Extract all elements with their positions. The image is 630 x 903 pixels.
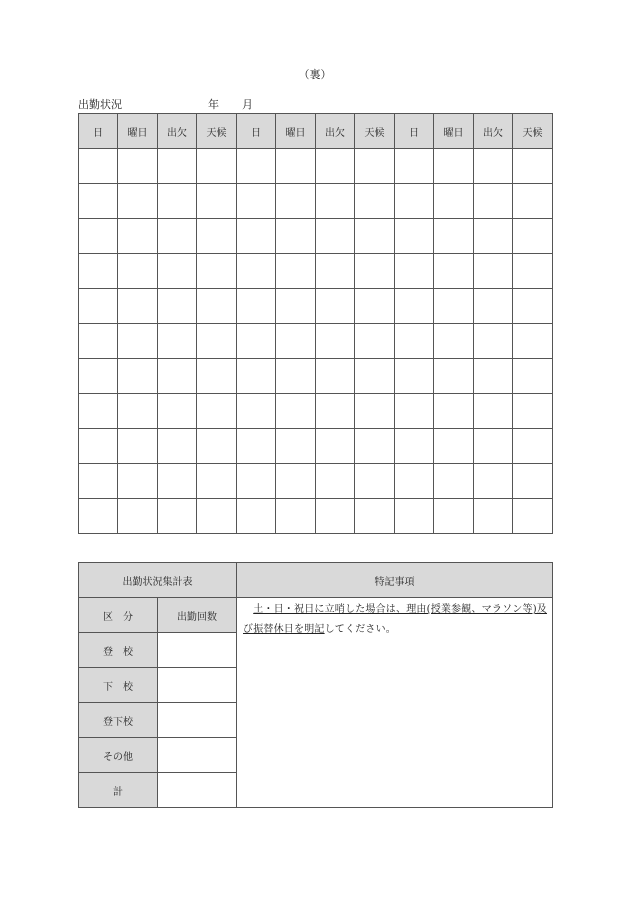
grid-cell[interactable] <box>316 149 355 184</box>
grid-cell[interactable] <box>316 184 355 219</box>
grid-cell[interactable] <box>197 324 237 359</box>
grid-cell[interactable] <box>355 184 395 219</box>
grid-cell[interactable] <box>197 499 237 534</box>
grid-cell[interactable] <box>118 149 158 184</box>
grid-cell[interactable] <box>434 184 474 219</box>
grid-cell[interactable] <box>513 219 553 254</box>
grid-cell[interactable] <box>513 499 553 534</box>
grid-cell[interactable] <box>237 149 276 184</box>
grid-row <box>79 359 553 394</box>
grid-row <box>79 219 553 254</box>
grid-cell[interactable] <box>79 394 118 429</box>
grid-row <box>79 429 553 464</box>
grid-cell[interactable] <box>79 254 118 289</box>
grid-cell[interactable] <box>355 464 395 499</box>
grid-cell[interactable] <box>355 149 395 184</box>
grid-row <box>79 324 553 359</box>
summary-col-category: 区 分 <box>79 598 158 633</box>
notes-text <box>243 600 548 640</box>
grid-header-cell: 天候 <box>197 114 237 149</box>
grid-cell[interactable] <box>434 464 474 499</box>
notes-title: 特記事項 <box>237 563 553 598</box>
grid-header-cell: 曜日 <box>276 114 316 149</box>
summary-count-cell[interactable] <box>158 633 237 668</box>
grid-cell[interactable] <box>395 394 434 429</box>
grid-cell[interactable] <box>395 184 434 219</box>
grid-cell[interactable] <box>434 254 474 289</box>
grid-cell[interactable] <box>276 149 316 184</box>
grid-cell[interactable] <box>197 149 237 184</box>
grid-cell[interactable] <box>197 429 237 464</box>
grid-cell[interactable] <box>79 429 118 464</box>
grid-cell[interactable] <box>158 184 197 219</box>
grid-cell[interactable] <box>79 289 118 324</box>
grid-cell[interactable] <box>158 149 197 184</box>
summary-count-cell[interactable] <box>158 773 237 808</box>
grid-cell[interactable] <box>395 429 434 464</box>
attendance-grid <box>78 113 553 534</box>
grid-cell[interactable] <box>79 359 118 394</box>
grid-cell[interactable] <box>118 429 158 464</box>
grid-cell[interactable] <box>474 254 513 289</box>
grid-row <box>79 464 553 499</box>
grid-header-cell: 出欠 <box>474 114 513 149</box>
grid-cell[interactable] <box>79 464 118 499</box>
grid-header-cell: 天候 <box>355 114 395 149</box>
grid-cell[interactable] <box>197 254 237 289</box>
grid-cell[interactable] <box>355 254 395 289</box>
grid-cell[interactable] <box>474 184 513 219</box>
notes-cell[interactable] <box>237 598 553 808</box>
grid-cell[interactable] <box>79 219 118 254</box>
grid-cell[interactable] <box>474 429 513 464</box>
grid-cell[interactable] <box>434 324 474 359</box>
grid-cell[interactable] <box>395 219 434 254</box>
grid-cell[interactable] <box>79 184 118 219</box>
grid-cell[interactable] <box>276 464 316 499</box>
grid-cell[interactable] <box>316 499 355 534</box>
grid-cell[interactable] <box>237 184 276 219</box>
grid-cell[interactable] <box>474 499 513 534</box>
grid-cell[interactable] <box>79 324 118 359</box>
grid-cell[interactable] <box>197 219 237 254</box>
summary-count-cell[interactable] <box>158 703 237 738</box>
grid-header-cell: 日 <box>237 114 276 149</box>
grid-cell[interactable] <box>118 394 158 429</box>
grid-cell[interactable] <box>316 219 355 254</box>
grid-row <box>79 184 553 219</box>
grid-cell[interactable] <box>79 499 118 534</box>
grid-cell[interactable] <box>118 499 158 534</box>
grid-cell[interactable] <box>434 289 474 324</box>
grid-cell[interactable] <box>395 499 434 534</box>
grid-cell[interactable] <box>434 499 474 534</box>
grid-row <box>79 499 553 534</box>
grid-cell[interactable] <box>395 359 434 394</box>
grid-cell[interactable] <box>79 149 118 184</box>
grid-row <box>79 254 553 289</box>
grid-cell[interactable] <box>276 499 316 534</box>
summary-row-label: 登下校 <box>79 703 158 738</box>
grid-cell[interactable] <box>237 359 276 394</box>
grid-cell[interactable] <box>118 324 158 359</box>
grid-cell[interactable] <box>355 499 395 534</box>
grid-cell[interactable] <box>158 289 197 324</box>
grid-header-cell: 曜日 <box>434 114 474 149</box>
grid-cell[interactable] <box>355 289 395 324</box>
grid-header-row <box>79 114 553 149</box>
summary-count-cell[interactable] <box>158 738 237 773</box>
grid-cell[interactable] <box>276 184 316 219</box>
grid-cell[interactable] <box>118 464 158 499</box>
notes-text-rest: してください。 <box>324 624 397 635</box>
grid-cell[interactable] <box>513 394 553 429</box>
year-label: 年 <box>208 98 219 111</box>
grid-cell[interactable] <box>118 289 158 324</box>
grid-cell[interactable] <box>395 464 434 499</box>
grid-cell[interactable] <box>158 429 197 464</box>
grid-cell[interactable] <box>434 429 474 464</box>
grid-cell[interactable] <box>355 359 395 394</box>
grid-cell[interactable] <box>158 394 197 429</box>
grid-cell[interactable] <box>355 429 395 464</box>
grid-cell[interactable] <box>434 219 474 254</box>
grid-cell[interactable] <box>276 429 316 464</box>
grid-cell[interactable] <box>237 429 276 464</box>
grid-cell[interactable] <box>474 289 513 324</box>
grid-cell[interactable] <box>118 254 158 289</box>
grid-cell[interactable] <box>474 219 513 254</box>
grid-cell[interactable] <box>316 254 355 289</box>
grid-row <box>79 149 553 184</box>
grid-cell[interactable] <box>276 219 316 254</box>
grid-cell[interactable] <box>237 499 276 534</box>
grid-cell[interactable] <box>513 359 553 394</box>
summary-title: 出勤状況集計表 <box>79 563 237 598</box>
month-label: 月 <box>242 98 253 111</box>
grid-cell[interactable] <box>158 254 197 289</box>
grid-cell[interactable] <box>434 394 474 429</box>
grid-cell[interactable] <box>513 149 553 184</box>
grid-cell[interactable] <box>237 219 276 254</box>
grid-cell[interactable] <box>355 324 395 359</box>
summary-row-label: その他 <box>79 738 158 773</box>
grid-cell[interactable] <box>237 324 276 359</box>
grid-cell[interactable] <box>316 289 355 324</box>
grid-cell[interactable] <box>316 394 355 429</box>
grid-cell[interactable] <box>118 359 158 394</box>
grid-cell[interactable] <box>355 394 395 429</box>
grid-cell[interactable] <box>474 464 513 499</box>
grid-cell[interactable] <box>118 184 158 219</box>
grid-cell[interactable] <box>395 324 434 359</box>
grid-cell[interactable] <box>513 184 553 219</box>
summary-row-label: 登 校 <box>79 633 158 668</box>
grid-cell[interactable] <box>276 324 316 359</box>
grid-cell[interactable] <box>276 359 316 394</box>
grid-header-cell: 曜日 <box>118 114 158 149</box>
grid-cell[interactable] <box>158 324 197 359</box>
summary-count-cell[interactable] <box>158 668 237 703</box>
grid-cell[interactable] <box>197 464 237 499</box>
grid-cell[interactable] <box>474 324 513 359</box>
grid-header-cell: 出欠 <box>316 114 355 149</box>
grid-row <box>79 289 553 324</box>
grid-cell[interactable] <box>316 429 355 464</box>
section-label: 出勤状況 <box>78 98 122 111</box>
grid-cell[interactable] <box>513 324 553 359</box>
grid-header-cell: 天候 <box>513 114 553 149</box>
grid-cell[interactable] <box>197 359 237 394</box>
grid-cell[interactable] <box>355 219 395 254</box>
grid-cell[interactable] <box>316 464 355 499</box>
grid-cell[interactable] <box>434 149 474 184</box>
grid-cell[interactable] <box>395 254 434 289</box>
grid-cell[interactable] <box>276 394 316 429</box>
grid-cell[interactable] <box>118 219 158 254</box>
grid-cell[interactable] <box>395 289 434 324</box>
grid-cell[interactable] <box>276 254 316 289</box>
grid-cell[interactable] <box>513 254 553 289</box>
grid-cell[interactable] <box>474 149 513 184</box>
grid-cell[interactable] <box>197 184 237 219</box>
grid-row <box>79 394 553 429</box>
grid-cell[interactable] <box>474 359 513 394</box>
grid-cell[interactable] <box>474 394 513 429</box>
grid-cell[interactable] <box>316 359 355 394</box>
grid-body <box>79 149 553 534</box>
notes-text-underlined: 土・日・祝日に立哨した場合は、理由(授業参観、マラソン等)及び振替休日を明記 <box>243 604 548 635</box>
grid-cell[interactable] <box>434 359 474 394</box>
summary-table <box>78 562 553 808</box>
grid-header-cell: 日 <box>395 114 434 149</box>
grid-cell[interactable] <box>513 429 553 464</box>
grid-cell[interactable] <box>513 464 553 499</box>
page-header: （裏） <box>298 68 332 81</box>
grid-cell[interactable] <box>513 289 553 324</box>
grid-cell[interactable] <box>276 289 316 324</box>
grid-header-cell: 出欠 <box>158 114 197 149</box>
summary-col-count: 出勤回数 <box>158 598 237 633</box>
grid-cell[interactable] <box>237 464 276 499</box>
grid-cell[interactable] <box>158 219 197 254</box>
grid-cell[interactable] <box>237 254 276 289</box>
grid-cell[interactable] <box>158 464 197 499</box>
grid-cell[interactable] <box>197 289 237 324</box>
grid-cell[interactable] <box>158 499 197 534</box>
grid-cell[interactable] <box>395 149 434 184</box>
grid-header-cell: 日 <box>79 114 118 149</box>
grid-cell[interactable] <box>158 359 197 394</box>
grid-cell[interactable] <box>237 394 276 429</box>
grid-cell[interactable] <box>237 289 276 324</box>
summary-row-label: 計 <box>79 773 158 808</box>
grid-cell[interactable] <box>197 394 237 429</box>
grid-cell[interactable] <box>316 324 355 359</box>
summary-row-label: 下 校 <box>79 668 158 703</box>
